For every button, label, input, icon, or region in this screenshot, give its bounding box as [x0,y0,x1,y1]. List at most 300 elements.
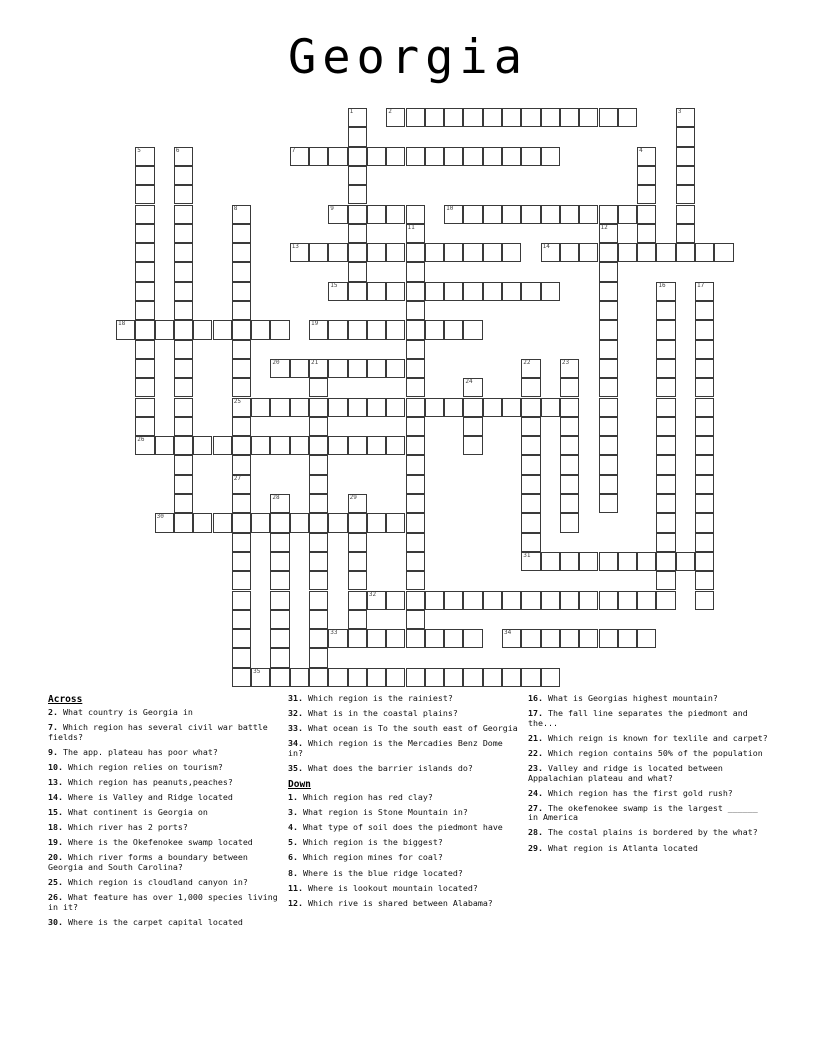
grid-cell[interactable] [502,398,521,417]
grid-cell[interactable] [155,436,174,455]
grid-cell[interactable] [174,185,193,204]
grid-cell[interactable] [135,340,154,359]
grid-cell[interactable] [193,513,212,532]
grid-cell[interactable] [386,108,405,127]
grid-cell[interactable] [463,668,482,687]
grid-cell[interactable] [232,552,251,571]
grid-cell[interactable] [309,668,328,687]
grid-cell[interactable] [463,320,482,339]
grid-cell[interactable] [135,359,154,378]
grid-cell[interactable] [521,378,540,397]
grid-cell[interactable] [348,552,367,571]
grid-cell[interactable] [521,417,540,436]
grid-cell[interactable] [270,571,289,590]
grid-cell[interactable] [290,668,309,687]
grid-cell[interactable] [444,108,463,127]
grid-cell[interactable] [502,108,521,127]
grid-cell[interactable] [135,147,154,166]
grid-cell[interactable] [270,591,289,610]
grid-cell[interactable] [270,513,289,532]
grid-cell[interactable] [579,243,598,262]
grid-cell[interactable] [521,513,540,532]
grid-cell[interactable] [406,359,425,378]
grid-cell[interactable] [232,398,251,417]
grid-cell[interactable] [599,417,618,436]
grid-cell[interactable] [541,668,560,687]
grid-cell[interactable] [637,552,656,571]
grid-cell[interactable] [521,668,540,687]
grid-cell[interactable] [444,629,463,648]
grid-cell[interactable] [579,108,598,127]
grid-cell[interactable] [676,205,695,224]
grid-cell[interactable] [232,591,251,610]
grid-cell[interactable] [348,571,367,590]
grid-cell[interactable] [406,224,425,243]
grid-cell[interactable] [406,108,425,127]
grid-cell[interactable] [483,205,502,224]
grid-cell[interactable] [695,359,714,378]
grid-cell[interactable] [348,320,367,339]
grid-cell[interactable] [579,552,598,571]
grid-cell[interactable] [560,436,579,455]
grid-cell[interactable] [599,475,618,494]
grid-cell[interactable] [348,108,367,127]
grid-cell[interactable] [695,494,714,513]
grid-cell[interactable] [599,455,618,474]
grid-cell[interactable] [348,243,367,262]
grid-cell[interactable] [232,224,251,243]
grid-cell[interactable] [676,108,695,127]
grid-cell[interactable] [676,166,695,185]
grid-cell[interactable] [174,417,193,436]
grid-cell[interactable] [618,629,637,648]
grid-cell[interactable] [367,668,386,687]
grid-cell[interactable] [599,436,618,455]
grid-cell[interactable] [425,591,444,610]
grid-cell[interactable] [232,668,251,687]
grid-cell[interactable] [386,436,405,455]
grid-cell[interactable] [328,513,347,532]
grid-cell[interactable] [386,629,405,648]
grid-cell[interactable] [521,552,540,571]
grid-cell[interactable] [560,552,579,571]
grid-cell[interactable] [406,320,425,339]
grid-cell[interactable] [367,591,386,610]
grid-cell[interactable] [406,205,425,224]
grid-cell[interactable] [232,513,251,532]
grid-cell[interactable] [406,378,425,397]
grid-cell[interactable] [599,320,618,339]
grid-cell[interactable] [406,436,425,455]
grid-cell[interactable] [599,494,618,513]
grid-cell[interactable] [386,147,405,166]
grid-cell[interactable] [579,629,598,648]
grid-cell[interactable] [425,320,444,339]
grid-cell[interactable] [232,301,251,320]
grid-cell[interactable] [213,320,232,339]
grid-cell[interactable] [521,108,540,127]
grid-cell[interactable] [425,629,444,648]
grid-cell[interactable] [290,436,309,455]
grid-cell[interactable] [406,147,425,166]
grid-cell[interactable] [386,668,405,687]
grid-cell[interactable] [695,417,714,436]
grid-cell[interactable] [695,320,714,339]
grid-cell[interactable] [599,262,618,281]
grid-cell[interactable] [656,455,675,474]
grid-cell[interactable] [521,455,540,474]
grid-cell[interactable] [599,398,618,417]
grid-cell[interactable] [367,398,386,417]
grid-cell[interactable] [521,282,540,301]
grid-cell[interactable] [348,629,367,648]
grid-cell[interactable] [251,668,270,687]
grid-cell[interactable] [637,147,656,166]
grid-cell[interactable] [309,359,328,378]
grid-cell[interactable] [656,340,675,359]
grid-cell[interactable] [599,224,618,243]
grid-cell[interactable] [213,436,232,455]
grid-cell[interactable] [328,629,347,648]
grid-cell[interactable] [232,494,251,513]
grid-cell[interactable] [599,301,618,320]
grid-cell[interactable] [290,243,309,262]
grid-cell[interactable] [406,262,425,281]
grid-cell[interactable] [560,359,579,378]
grid-cell[interactable] [232,648,251,667]
grid-cell[interactable] [328,359,347,378]
grid-cell[interactable] [290,513,309,532]
grid-cell[interactable] [560,378,579,397]
grid-cell[interactable] [695,243,714,262]
grid-cell[interactable] [656,282,675,301]
grid-cell[interactable] [367,243,386,262]
grid-cell[interactable] [386,591,405,610]
grid-cell[interactable] [309,475,328,494]
grid-cell[interactable] [463,417,482,436]
grid-cell[interactable] [232,571,251,590]
grid-cell[interactable] [695,475,714,494]
grid-cell[interactable] [483,282,502,301]
grid-cell[interactable] [406,494,425,513]
grid-cell[interactable] [463,108,482,127]
grid-cell[interactable] [463,282,482,301]
grid-cell[interactable] [695,571,714,590]
grid-cell[interactable] [425,668,444,687]
grid-cell[interactable] [386,320,405,339]
grid-cell[interactable] [174,359,193,378]
grid-cell[interactable] [348,668,367,687]
grid-cell[interactable] [232,243,251,262]
grid-cell[interactable] [502,668,521,687]
grid-cell[interactable] [251,436,270,455]
grid-cell[interactable] [656,552,675,571]
grid-cell[interactable] [521,533,540,552]
grid-cell[interactable] [406,417,425,436]
grid-cell[interactable] [483,668,502,687]
grid-cell[interactable] [656,591,675,610]
grid-cell[interactable] [309,513,328,532]
grid-cell[interactable] [406,398,425,417]
grid-cell[interactable] [348,398,367,417]
grid-cell[interactable] [444,243,463,262]
grid-cell[interactable] [174,340,193,359]
grid-cell[interactable] [232,475,251,494]
grid-cell[interactable] [135,320,154,339]
grid-cell[interactable] [328,398,347,417]
grid-cell[interactable] [444,282,463,301]
grid-cell[interactable] [309,552,328,571]
grid-cell[interactable] [599,243,618,262]
grid-cell[interactable] [618,108,637,127]
grid-cell[interactable] [386,513,405,532]
grid-cell[interactable] [483,147,502,166]
grid-cell[interactable] [579,591,598,610]
grid-cell[interactable] [406,301,425,320]
grid-cell[interactable] [309,378,328,397]
grid-cell[interactable] [251,398,270,417]
grid-cell[interactable] [309,455,328,474]
grid-cell[interactable] [309,417,328,436]
grid-cell[interactable] [328,282,347,301]
grid-cell[interactable] [386,282,405,301]
grid-cell[interactable] [232,417,251,436]
grid-cell[interactable] [695,378,714,397]
grid-cell[interactable] [309,533,328,552]
grid-cell[interactable] [541,205,560,224]
grid-cell[interactable] [406,533,425,552]
grid-cell[interactable] [135,166,154,185]
grid-cell[interactable] [348,262,367,281]
grid-cell[interactable] [637,205,656,224]
grid-cell[interactable] [232,610,251,629]
grid-cell[interactable] [270,494,289,513]
grid-cell[interactable] [406,243,425,262]
grid-cell[interactable] [425,108,444,127]
grid-cell[interactable] [135,224,154,243]
grid-cell[interactable] [676,147,695,166]
grid-cell[interactable] [483,591,502,610]
grid-cell[interactable] [502,629,521,648]
grid-cell[interactable] [174,398,193,417]
grid-cell[interactable] [328,243,347,262]
grid-cell[interactable] [174,378,193,397]
grid-cell[interactable] [521,475,540,494]
grid-cell[interactable] [637,166,656,185]
grid-cell[interactable] [232,282,251,301]
grid-cell[interactable] [348,436,367,455]
grid-cell[interactable] [695,436,714,455]
grid-cell[interactable] [599,282,618,301]
grid-cell[interactable] [174,513,193,532]
grid-cell[interactable] [695,533,714,552]
grid-cell[interactable] [348,147,367,166]
grid-cell[interactable] [483,398,502,417]
grid-cell[interactable] [599,378,618,397]
grid-cell[interactable] [618,243,637,262]
grid-cell[interactable] [676,243,695,262]
grid-cell[interactable] [695,455,714,474]
grid-cell[interactable] [560,398,579,417]
grid-cell[interactable] [348,166,367,185]
grid-cell[interactable] [406,610,425,629]
grid-cell[interactable] [406,552,425,571]
grid-cell[interactable] [232,533,251,552]
grid-cell[interactable] [541,552,560,571]
grid-cell[interactable] [232,455,251,474]
grid-cell[interactable] [328,436,347,455]
grid-cell[interactable] [541,108,560,127]
grid-cell[interactable] [560,629,579,648]
grid-cell[interactable] [232,436,251,455]
grid-cell[interactable] [541,282,560,301]
grid-cell[interactable] [521,205,540,224]
grid-cell[interactable] [367,320,386,339]
grid-cell[interactable] [309,571,328,590]
grid-cell[interactable] [656,436,675,455]
grid-cell[interactable] [656,513,675,532]
grid-cell[interactable] [309,436,328,455]
grid-cell[interactable] [193,436,212,455]
grid-cell[interactable] [599,205,618,224]
grid-cell[interactable] [213,513,232,532]
grid-cell[interactable] [463,378,482,397]
grid-cell[interactable] [367,359,386,378]
grid-cell[interactable] [251,513,270,532]
grid-cell[interactable] [270,533,289,552]
grid-cell[interactable] [444,205,463,224]
grid-cell[interactable] [695,552,714,571]
grid-cell[interactable] [406,455,425,474]
grid-cell[interactable] [174,262,193,281]
grid-cell[interactable] [367,513,386,532]
grid-cell[interactable] [348,494,367,513]
grid-cell[interactable] [174,320,193,339]
grid-cell[interactable] [328,668,347,687]
grid-cell[interactable] [463,243,482,262]
grid-cell[interactable] [463,436,482,455]
grid-cell[interactable] [348,224,367,243]
grid-cell[interactable] [656,243,675,262]
grid-cell[interactable] [560,243,579,262]
grid-cell[interactable] [386,359,405,378]
grid-cell[interactable] [560,591,579,610]
grid-cell[interactable] [425,243,444,262]
grid-cell[interactable] [193,320,212,339]
grid-cell[interactable] [270,398,289,417]
grid-cell[interactable] [637,243,656,262]
grid-cell[interactable] [425,398,444,417]
grid-cell[interactable] [656,494,675,513]
grid-cell[interactable] [521,147,540,166]
grid-cell[interactable] [656,359,675,378]
grid-cell[interactable] [348,282,367,301]
grid-cell[interactable] [174,436,193,455]
grid-cell[interactable] [155,513,174,532]
grid-cell[interactable] [367,205,386,224]
grid-cell[interactable] [155,320,174,339]
grid-cell[interactable] [174,243,193,262]
grid-cell[interactable] [521,494,540,513]
grid-cell[interactable] [656,320,675,339]
grid-cell[interactable] [270,610,289,629]
grid-cell[interactable] [290,147,309,166]
grid-cell[interactable] [174,166,193,185]
grid-cell[interactable] [695,591,714,610]
grid-cell[interactable] [502,147,521,166]
grid-cell[interactable] [637,224,656,243]
grid-cell[interactable] [676,127,695,146]
grid-cell[interactable] [135,436,154,455]
grid-cell[interactable] [270,436,289,455]
grid-cell[interactable] [367,282,386,301]
grid-cell[interactable] [348,513,367,532]
grid-cell[interactable] [367,436,386,455]
grid-cell[interactable] [406,513,425,532]
grid-cell[interactable] [676,552,695,571]
grid-cell[interactable] [386,205,405,224]
grid-cell[interactable] [116,320,135,339]
grid-cell[interactable] [174,301,193,320]
grid-cell[interactable] [309,243,328,262]
grid-cell[interactable] [348,205,367,224]
grid-cell[interactable] [560,494,579,513]
grid-cell[interactable] [463,147,482,166]
grid-cell[interactable] [599,629,618,648]
grid-cell[interactable] [406,629,425,648]
grid-cell[interactable] [656,398,675,417]
grid-cell[interactable] [135,417,154,436]
grid-cell[interactable] [174,282,193,301]
grid-cell[interactable] [425,147,444,166]
grid-cell[interactable] [695,513,714,532]
grid-cell[interactable] [174,147,193,166]
grid-cell[interactable] [541,629,560,648]
grid-cell[interactable] [290,359,309,378]
grid-cell[interactable] [463,629,482,648]
grid-cell[interactable] [637,185,656,204]
grid-cell[interactable] [444,591,463,610]
grid-cell[interactable] [270,359,289,378]
grid-cell[interactable] [232,378,251,397]
grid-cell[interactable] [502,591,521,610]
grid-cell[interactable] [270,552,289,571]
grid-cell[interactable] [656,417,675,436]
grid-cell[interactable] [560,513,579,532]
grid-cell[interactable] [656,378,675,397]
grid-cell[interactable] [135,205,154,224]
grid-cell[interactable] [174,475,193,494]
grid-cell[interactable] [560,205,579,224]
grid-cell[interactable] [560,417,579,436]
grid-cell[interactable] [425,282,444,301]
grid-cell[interactable] [656,571,675,590]
grid-cell[interactable] [444,320,463,339]
grid-cell[interactable] [656,301,675,320]
grid-cell[interactable] [174,455,193,474]
grid-cell[interactable] [560,108,579,127]
grid-cell[interactable] [135,243,154,262]
grid-cell[interactable] [348,185,367,204]
grid-cell[interactable] [618,591,637,610]
grid-cell[interactable] [309,398,328,417]
grid-cell[interactable] [232,340,251,359]
grid-cell[interactable] [348,127,367,146]
grid-cell[interactable] [174,224,193,243]
grid-cell[interactable] [618,205,637,224]
grid-cell[interactable] [502,282,521,301]
grid-cell[interactable] [135,262,154,281]
